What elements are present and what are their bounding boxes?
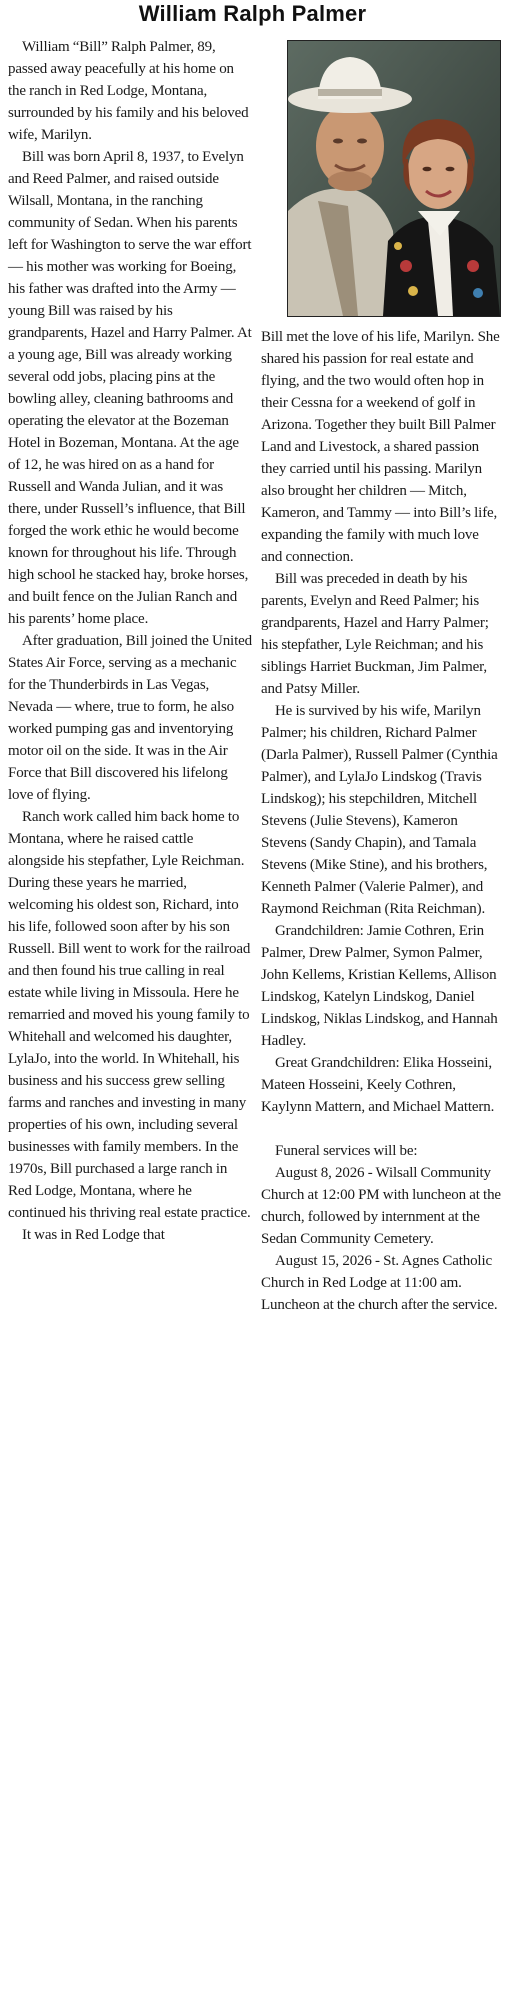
obituary-title: William Ralph Palmer — [138, 1, 367, 26]
air-force-paragraph: After graduation, Bill joined the United States Air Force, serving as a mechanic for the Thunderbirds in Las Vegas, Nevada — where, true to form, he also worked pumping gas and inventorying motor oil on the side. It was in the Air Force that Bill discovered his lifelong love of flying. — [8, 633, 252, 803]
intro-paragraph: William “Bill” Ralph Palmer, 89, passed away peacefully at his home on the ranch in Red Lodge, Montana, surrounded by his family and his beloved wife, Marilyn. — [8, 39, 249, 143]
grandchildren-paragraph: Grandchildren: Jamie Cothren, Erin Palmer, Drew Palmer, Symon Palmer, John Kellems, Kristian Kellems, Allison Lindskog, Katelyn Lindskog, Daniel Lindskog, Niklas Lindskog, and Hannah Hadley. — [261, 923, 498, 1049]
funeral-service-1: August 8, 2026 - Wilsall Community Church at 12:00 PM with luncheon at the church, followed by internment at the Sedan Community Cemetery. — [261, 1165, 501, 1247]
spacer — [261, 1118, 501, 1140]
left-column — [8, 36, 252, 1246]
survived-paragraph: He is survived by his wife, Marilyn Palmer; his children, Richard Palmer (Darla Palmer), Russell Palmer (Cynthia Palmer), and LylaJo Lindskog (Travis Lindskog); his stepchildren, Mitchell Stevens (Julie Stevens), Kameron Stevens (Sandy Chapin), and Tamala Stevens (Mike Stine), and his brothers, Kenneth Palmer (Valerie Palmer), and Raymond Reichman (Rita Reichman). — [261, 703, 498, 917]
funeral-heading: Funeral services will be: — [275, 1143, 418, 1159]
early-life-paragraph: Bill was born April 8, 1937, to Evelyn and Reed Palmer, and raised outside Wilsall, Montana, in the ranching community of Sedan. When his parents left for Washington to serve the war effort — his mother was working for Boeing, his father was drafted into the Army — young Bill was raised by his grandparents, Hazel and Harry Palmer. At a young age, Bill was already working several odd jobs, placing pins at the bowling alley, cleaning bathrooms and operating the elevator at the Bozeman Hotel in Bozeman, Montana. At the age of 12, he was hired on as a hand for Russell and Wanda Julian, and it was there, under Russell’s influence, that Bill forged the work ethic he would become known for throughout his life. Through high school he stacked hay, broke horses, and built fence on the Julian Ranch and his parents’ home place. — [8, 149, 252, 627]
funeral-service-2: August 15, 2026 - St. Agnes Catholic Church in Red Lodge at 11:00 am. Luncheon at the church after the service. — [261, 1253, 498, 1313]
career-paragraph: Ranch work called him back home to Montana, where he raised cattle alongside his stepfather, Lyle Reichman. During these years he married, welcoming his oldest son, Richard, into his life, followed soon after by his son Russell. Bill went to work for the railroad and then found his true calling in real estate while living in Missoula. Here he remarried and moved his young family to Whitehall and welcomed his daughter, LylaJo, into the world. In Whitehall, his business and his success grew selling farms and ranches and investing in many properties of his own, including several businesses with family members. In the 1970s, Bill purchased a large ranch in Red Lodge, Montana, where he continued his thriving real estate practice. — [8, 809, 251, 1221]
portrait-illustration — [288, 41, 500, 316]
right-column — [261, 326, 501, 1316]
preceded-paragraph: Bill was preceded in death by his parents, Evelyn and Reed Palmer; his grandparents, Hazel and Harry Palmer; his stepfather, Lyle Reichman; and his siblings Harriet Buckman, Jim Palmer, and Patsy Miller. — [261, 571, 489, 697]
portrait-photo — [287, 40, 501, 317]
red-lodge-paragraph-start: It was in Red Lodge that — [22, 1227, 165, 1243]
great-grandchildren-paragraph: Great Grandchildren: Elika Hosseini, Mateen Hosseini, Keely Cothren, Kaylynn Mattern, and Michael Mattern. — [261, 1055, 495, 1115]
marilyn-paragraph: Bill met the love of his life, Marilyn. She shared his passion for real estate and flying, and the two would often hop in their Cessna for a weekend of golf in Arizona. Together they built Bill Palmer Land and Livestock, a shared passion they carried until his passing. Marilyn also brought her children — Mitch, Kameron, and Tammy — into Bill’s life, expanding the family with much love and connection. — [261, 329, 500, 565]
